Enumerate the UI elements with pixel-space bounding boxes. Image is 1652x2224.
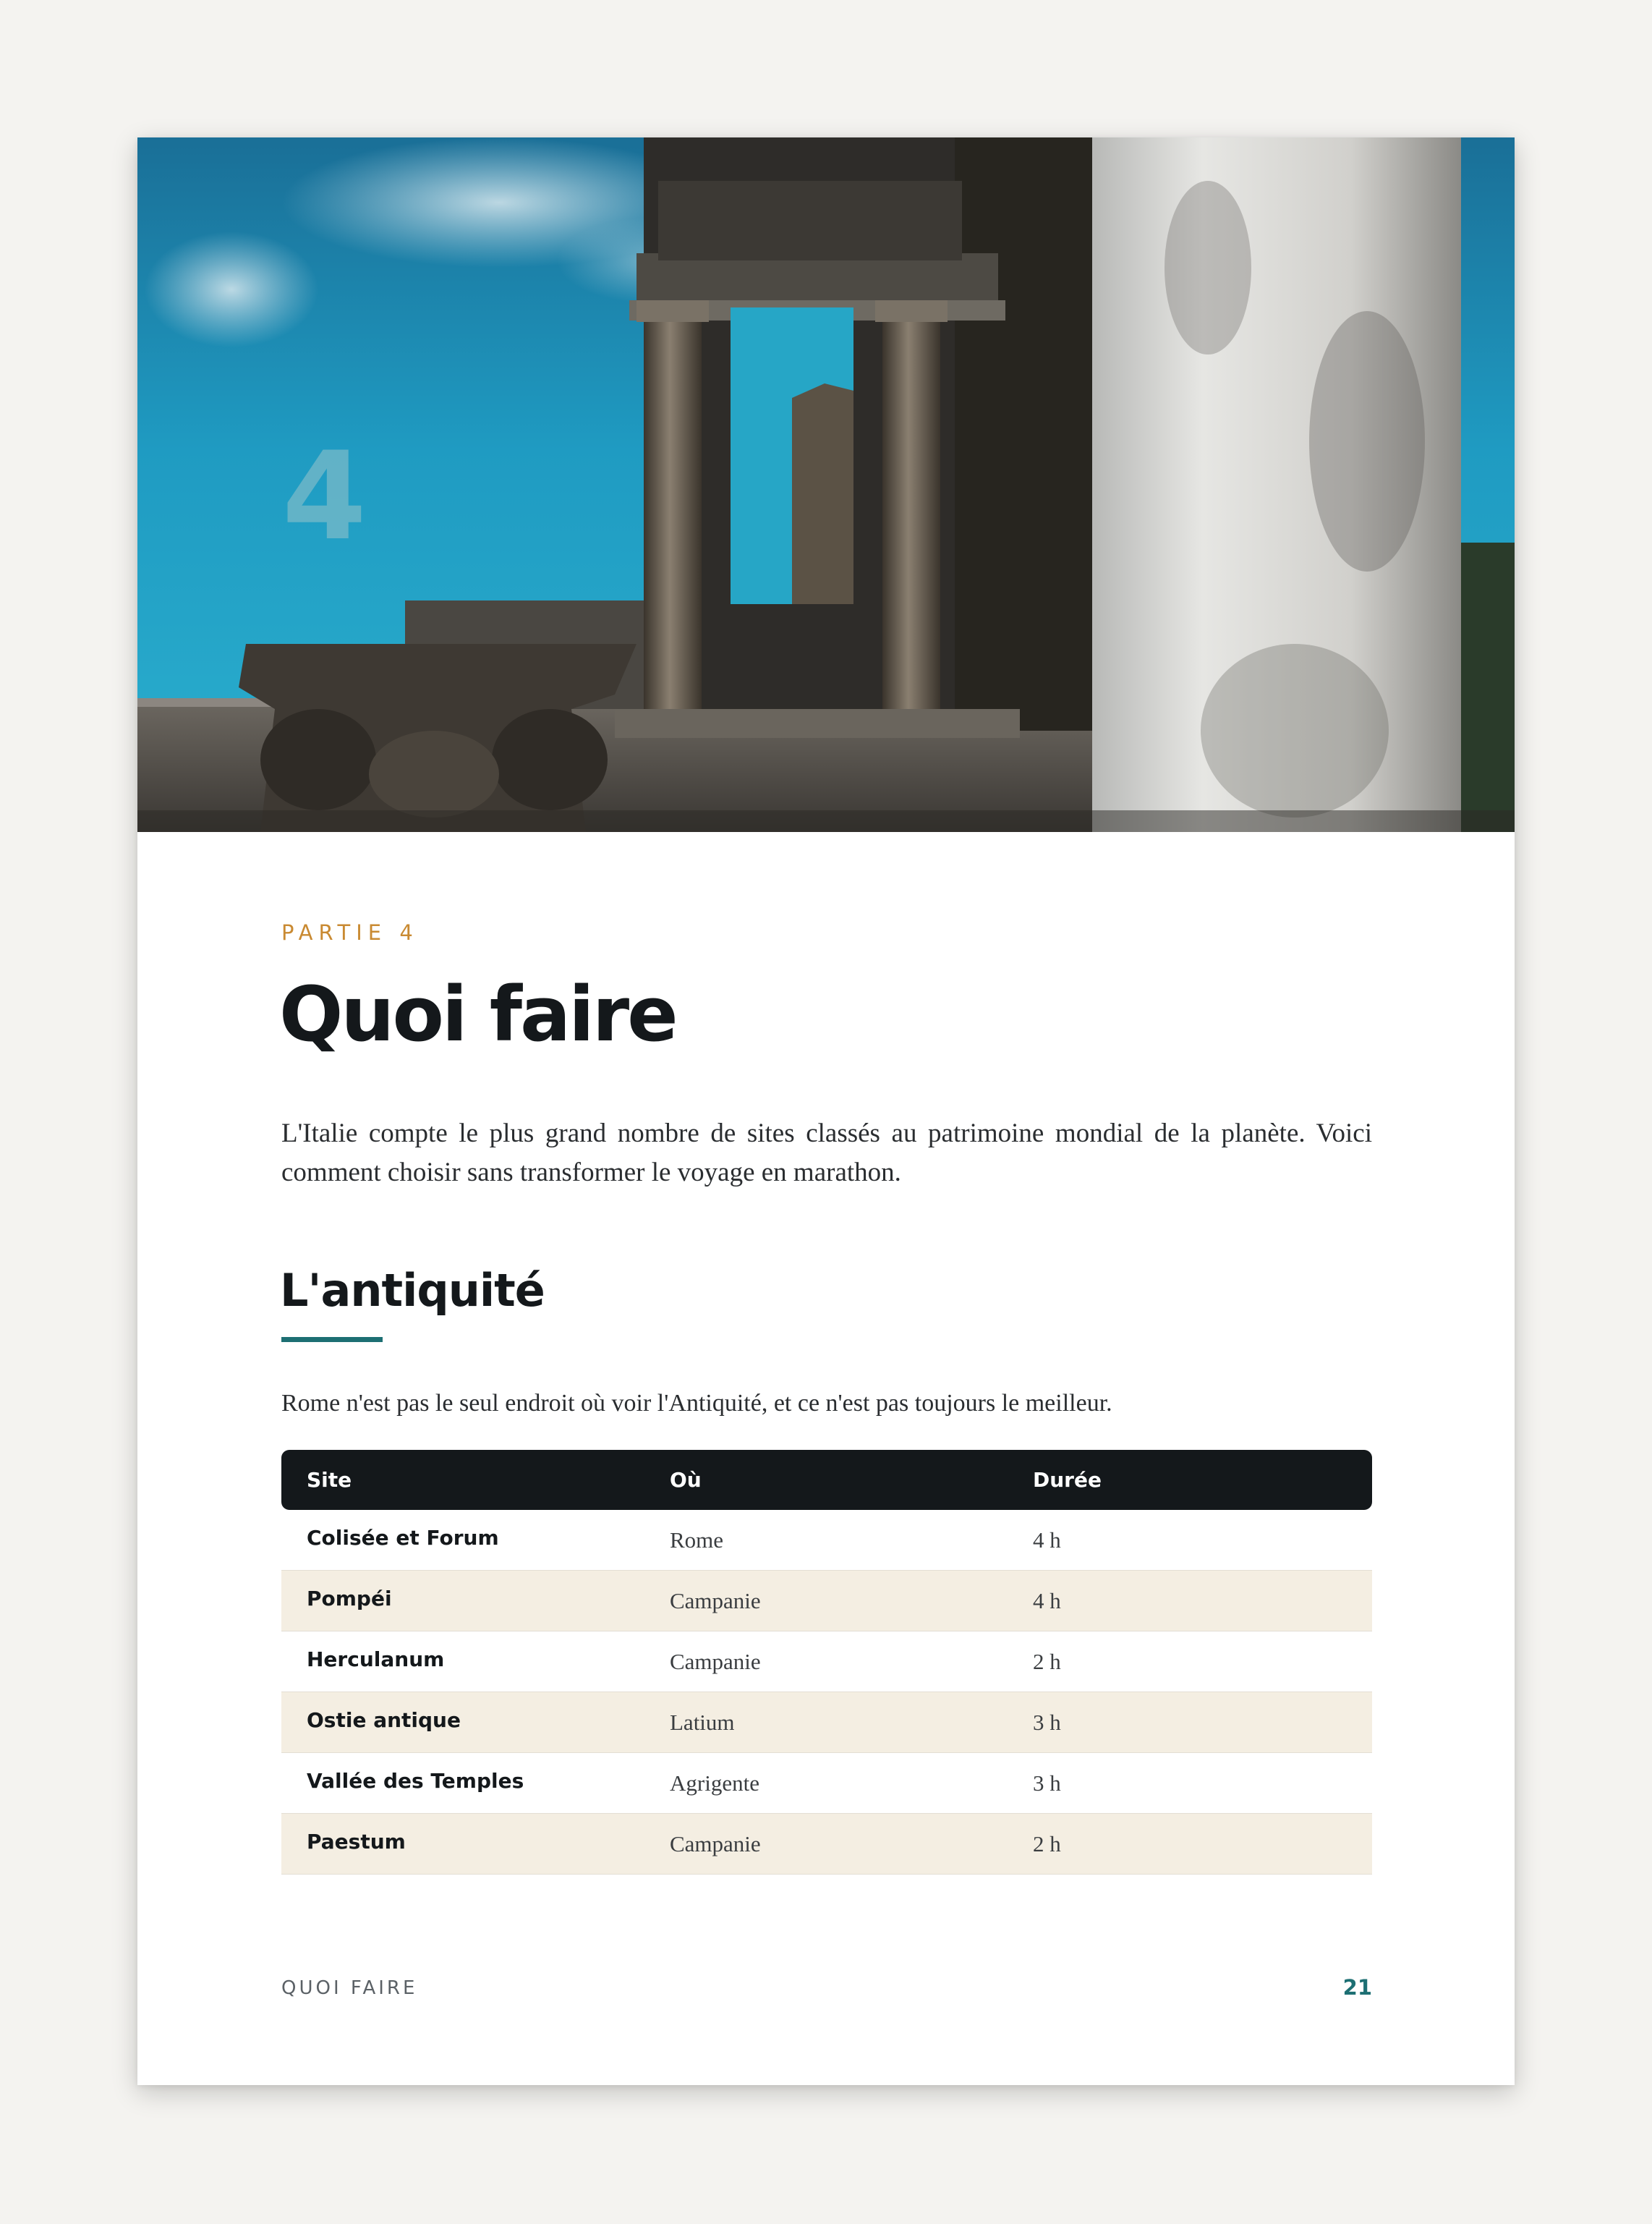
site-name: Pompéi (307, 1587, 392, 1610)
sites-table (281, 1450, 1372, 1875)
page-number: 21 (1342, 1975, 1372, 2000)
site-name: Paestum (307, 1830, 406, 1854)
site-location: Campanie (670, 1587, 761, 1613)
site-name: Ostie antique (307, 1708, 461, 1732)
section-underline (281, 1337, 383, 1342)
header-site: Site (307, 1468, 352, 1492)
site-duration: 4 h (1033, 1527, 1061, 1553)
site-location: Campanie (670, 1830, 761, 1856)
site-duration: 3 h (1033, 1709, 1061, 1735)
site-name: Vallée des Temples (307, 1769, 524, 1793)
hero-image (137, 137, 1515, 832)
site-name: Herculanum (307, 1647, 445, 1671)
table-row (281, 1631, 1372, 1692)
site-duration: 2 h (1033, 1648, 1061, 1674)
site-duration: 4 h (1033, 1587, 1061, 1613)
table-row (281, 1571, 1372, 1631)
running-footer: QUOI FAIRE (281, 1977, 418, 1999)
site-duration: 3 h (1033, 1770, 1061, 1796)
page-title: Quoi faire (279, 970, 676, 1058)
part-eyebrow: PARTIE 4 (281, 920, 419, 945)
site-location: Rome (670, 1527, 724, 1553)
site-location: Agrigente (670, 1770, 759, 1796)
table-row (281, 1692, 1372, 1753)
site-duration: 2 h (1033, 1830, 1061, 1856)
section-intro: Rome n'est pas le seul endroit où voir l'Antiquité, et ce n'est pas toujours le meilleur. (281, 1390, 1112, 1417)
header-where: Où (670, 1468, 702, 1492)
intro-paragraph: L'Italie compte le plus grand nombre de sites classés au patrimoine mondial de la planète. Voici comment choisir sans transformer le voyage en marathon. (281, 1119, 1372, 1187)
site-location: Latium (670, 1709, 735, 1735)
table-row (281, 1753, 1372, 1814)
chapter-number: 4 (282, 425, 364, 567)
document-page (137, 137, 1515, 2085)
table-row (281, 1814, 1372, 1875)
table-header (281, 1450, 1372, 1510)
header-duration: Durée (1033, 1468, 1102, 1492)
section-title: L'antiquité (280, 1264, 545, 1317)
site-location: Campanie (670, 1648, 761, 1674)
table-row (281, 1510, 1372, 1571)
site-name: Colisée et Forum (307, 1526, 499, 1550)
